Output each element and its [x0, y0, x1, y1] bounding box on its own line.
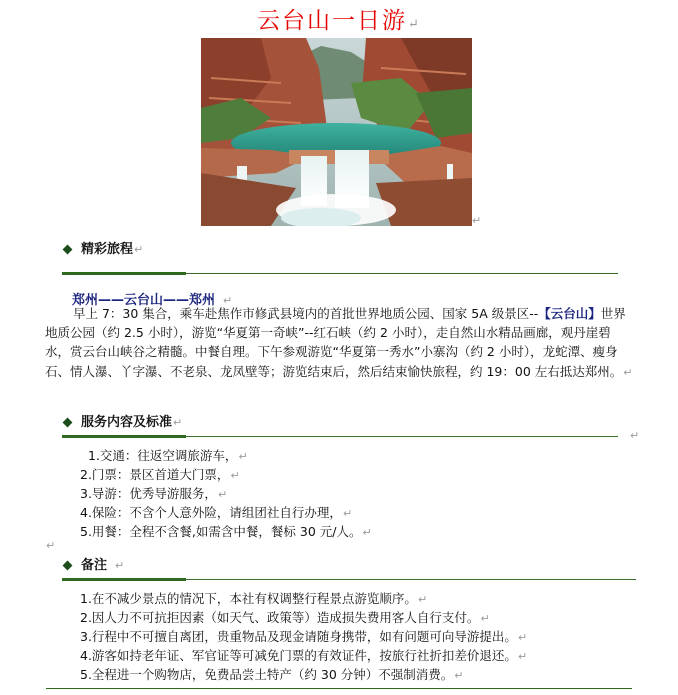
list-item: 3.导游：优秀导游服务，↵ [80, 486, 228, 501]
paragraph-mark-icon: ↵ [472, 214, 482, 227]
waterfall-illustration [201, 38, 472, 226]
list-item: 2.门票：景区首道大门票，↵ [80, 467, 240, 482]
page-title: 云台山一日游↵ [257, 8, 421, 34]
paragraph-mark-icon: ↵ [46, 539, 56, 552]
notes-list [80, 589, 527, 684]
diamond-bullet-icon [63, 417, 73, 427]
list-item: 3.行程中不可擅自离团，贵重物品及现金请随身携带，如有问题可向导游提出。↵ [80, 629, 528, 644]
paragraph-mark-icon: ↵ [223, 294, 233, 307]
section-divider [62, 579, 636, 580]
section-divider [62, 436, 618, 437]
diamond-bullet-icon [63, 244, 73, 254]
section-heading-service: 服务内容及标准↵ [60, 411, 182, 430]
list-item: 1.交通：往返空调旅游车，↵ [88, 448, 248, 463]
paragraph-mark-icon: ↵ [173, 416, 183, 429]
list-item: 1.在不减少景点的情况下，本社有权调整行程景点游览顺序。↵ [80, 591, 428, 606]
yuntai-waterfall-photo [201, 38, 472, 226]
itinerary-paragraph: 早上 7：30 集合，乘车赴焦作市修武县境内的首批世界地质公园、国家 5A 级景区--【云台山】世界地质公园（约 2.5 小时），游览“华夏第一奇峡”--红石峡（约 2 小时），走自然山水精品画廊，观丹崖碧水，赏云台山峡谷之精髓。中餐自理。下午参观游览“华夏第一秀水”小寨沟（约 2 小时），龙蛇潭、瘦身石、情人瀑、丫字瀑、不老泉、龙凤壁等；游览结束后，然后结束愉快旅程，约 19：00 左右抵达郑州。↵ [45, 306, 633, 379]
paragraph-mark-icon: ↵ [630, 429, 640, 442]
paragraph-mark-icon: ↵ [115, 559, 125, 572]
route-title: 郑州——云台山——郑州 ↵ [72, 293, 233, 308]
section-divider [62, 273, 618, 274]
list-item: 4.游客如持老年证、军官证等可减免门票的有效证件，按旅行社折扣差价退还。↵ [80, 648, 528, 663]
list-item: 4.保险：不含个人意外险，请组团社自行办理，↵ [80, 505, 353, 520]
paragraph-mark-icon: ↵ [134, 243, 144, 256]
service-list [80, 446, 372, 541]
list-item: 5.全程进一个购物店，免费品尝土特产（约 30 分钟）不强制消费。↵ [80, 667, 464, 682]
section-heading-itinerary: 精彩旅程↵ [60, 238, 143, 257]
footer-divider [46, 688, 632, 689]
list-item: 2.因人力不可抗拒因素（如天气、政策等）造成损失费用客人自行支付。↵ [80, 610, 490, 625]
diamond-bullet-icon [63, 560, 73, 570]
list-item: 5.用餐：全程不含餐,如需含中餐，餐标 30 元/人。↵ [80, 524, 372, 539]
section-heading-notes: 备注 ↵ [60, 554, 124, 573]
paragraph-mark-icon: ↵ [408, 17, 421, 32]
paragraph-mark-icon: ↵ [623, 365, 633, 379]
